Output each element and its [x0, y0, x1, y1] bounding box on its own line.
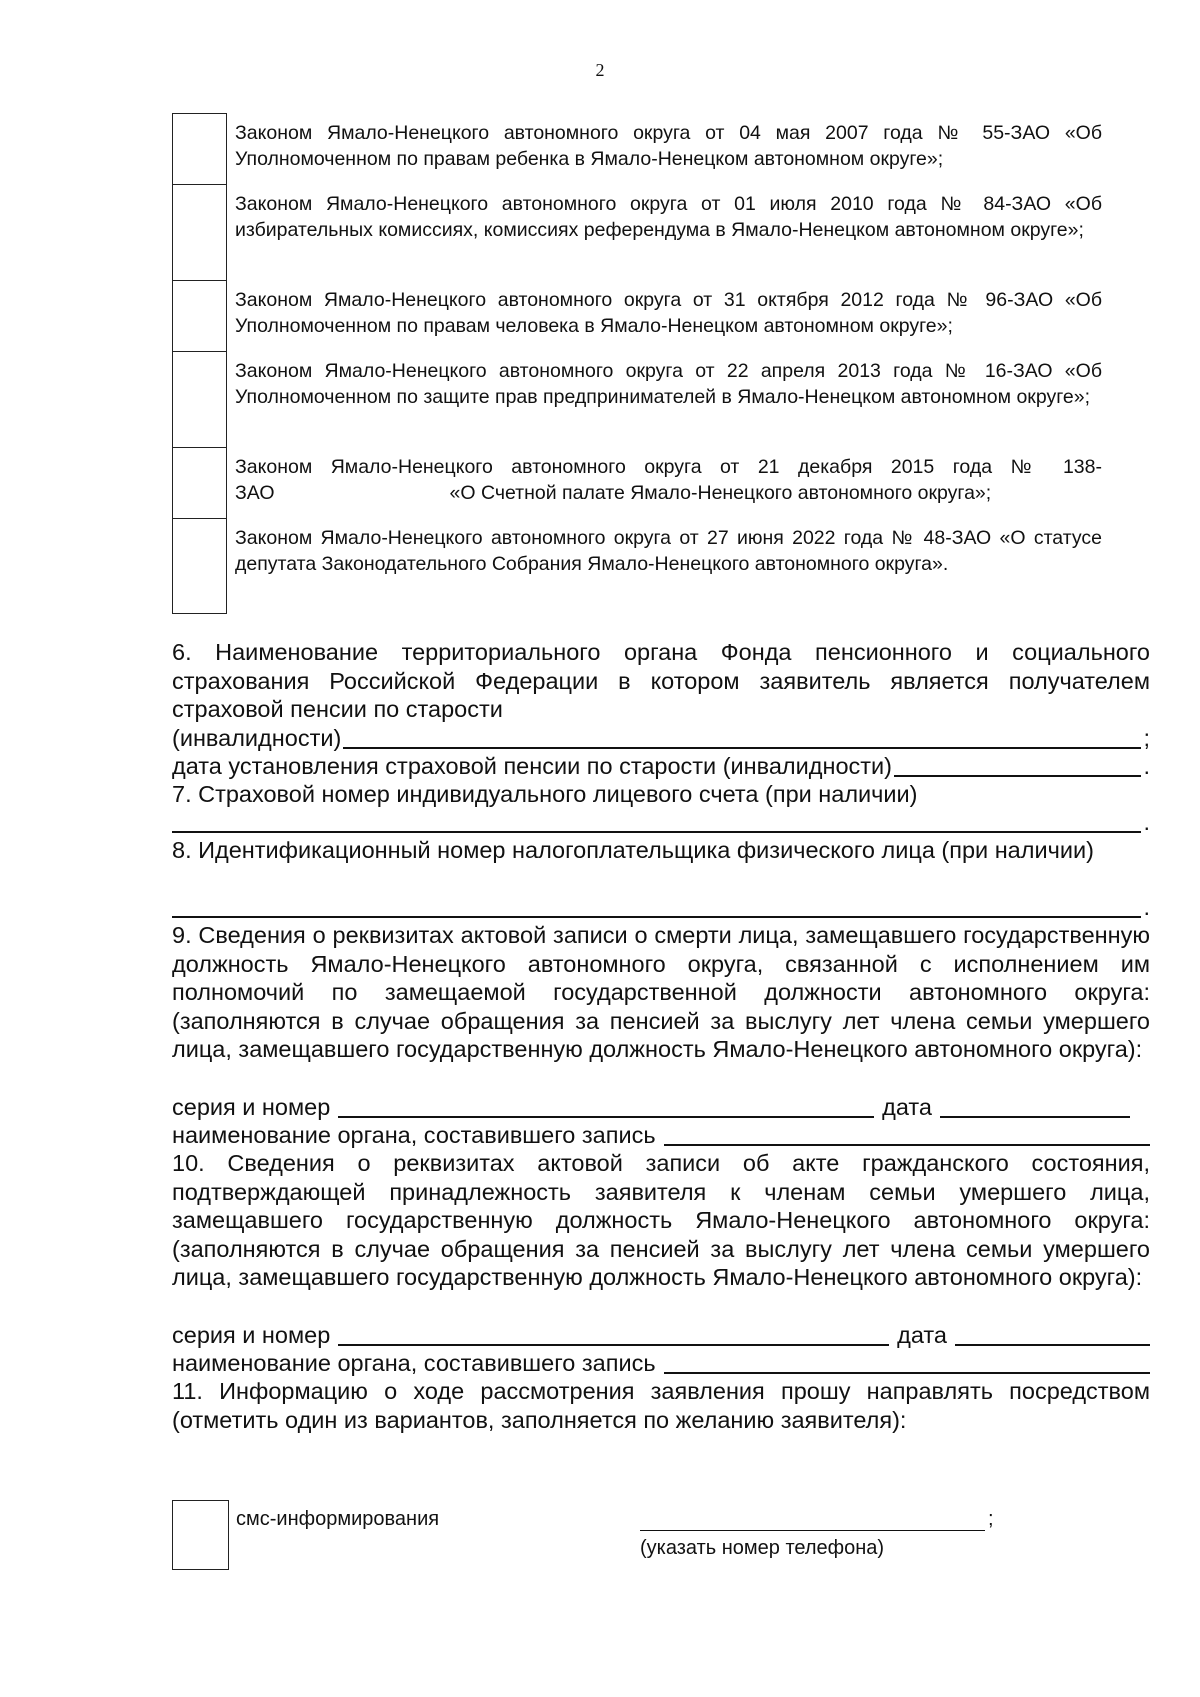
section-6-date-input[interactable]	[894, 755, 1141, 777]
section-7-text: 7. Страховой номер индивидуального лицевого счета (при наличии)	[172, 781, 918, 807]
section-11-text: 11. Информацию о ходе рассмотрения заявления прошу направлять посредством (отметить один из вариантов, заполняется по желанию заявителя):	[172, 1378, 1150, 1433]
section-10-date-input[interactable]	[955, 1324, 1150, 1346]
law-option-6	[172, 518, 1102, 614]
law-option-3	[172, 280, 1102, 351]
law-text-5-line2b: «О Счетной палате Ямало-Ненецкого автономного округа»;	[449, 482, 992, 504]
law-checkbox-6[interactable]	[172, 518, 227, 614]
law-text-4: Законом Ямало-Ненецкого автономного округа от 22 апреля 2013 года № 16-ЗАО «Об Уполномоченном по защите прав предпринимателей в Ямало-Ненецком автономном округе»;	[235, 360, 1102, 408]
section-7-input[interactable]	[172, 811, 1141, 833]
law-option-1	[172, 113, 1102, 184]
law-option-5	[172, 447, 1102, 518]
section-10-organ-label: наименование органа, составившего запись	[172, 1350, 656, 1376]
phone-number-input[interactable]	[640, 1508, 985, 1531]
section-9-organ-label: наименование органа, составившего запись	[172, 1122, 656, 1148]
section-6-date-line	[172, 752, 1150, 781]
section-8-input[interactable]	[172, 896, 1141, 918]
page-number: 2	[595, 60, 605, 80]
section-10-series-line	[172, 1321, 1150, 1350]
sms-suffix: ;	[988, 1508, 994, 1530]
law-text-5-line2a: ЗАО	[235, 482, 275, 504]
law-checkbox-3[interactable]	[172, 280, 227, 351]
section-10-text: 10. Сведения о реквизитах актовой записи об акте гражданского состояния, подтверждающей принадлежность заявителя к членам семьи умершего лица, замещавшего государственную должность Ямало-Ненецкого автономного округа: (заполняются в случае обращения за пенсией за выслугу лет члена семьи умершего лица, замещавшего государственную должность Ямало-Ненецкого автономного округа):	[172, 1150, 1150, 1290]
section-9-series-line	[172, 1093, 1132, 1122]
section-6-line-prefix: (инвалидности)	[172, 725, 342, 751]
sms-checkbox[interactable]	[172, 1500, 229, 1570]
section-6-date-label: дата установления страховой пенсии по старости (инвалидности)	[172, 753, 892, 779]
law-text-5-line1: Законом Ямало-Ненецкого автономного округа от 21 декабря 2015 года № 138-	[235, 456, 1102, 478]
section-6-line-suffix: ;	[1143, 725, 1150, 751]
section-10-date-label: дата	[897, 1322, 947, 1348]
law-text-1: Законом Ямало-Ненецкого автономного округа от 04 мая 2007 года № 55-ЗАО «Об Уполномоченном по правам ребенка в Ямало-Ненецком автономном округе»;	[235, 122, 1102, 170]
section-9-series-label: серия и номер	[172, 1094, 331, 1120]
section-8-line	[172, 893, 1150, 922]
section-9-series-input[interactable]	[338, 1096, 874, 1118]
section-9-date-label: дата	[882, 1094, 932, 1120]
section-6-text: 6. Наименование территориального органа Фонда пенсионного и социального страхования Российской Федерации в котором заявитель является получателем страховой пенсии по старости	[172, 639, 1150, 722]
section-9-text: 9. Сведения о реквизитах актовой записи о смерти лица, замещавшего государственную должность Ямало-Ненецкого автономного округа, связанной с исполнением им полномочий по замещаемой государственной должности автономного округа: (заполняются в случае обращения за пенсией за выслугу лет члена семьи умершего лица, замещавшего государственную должность Ямало-Ненецкого автономного округа):	[172, 922, 1150, 1062]
phone-number-hint: (указать номер телефона)	[640, 1537, 885, 1559]
sms-label: смс-информирования	[236, 1508, 440, 1530]
law-checkbox-4[interactable]	[172, 351, 227, 447]
section-10-organ-input[interactable]	[664, 1352, 1150, 1374]
section-6-organ-line	[172, 724, 1150, 753]
section-9-organ-input[interactable]	[664, 1124, 1150, 1146]
law-option-4	[172, 351, 1102, 447]
section-9-organ-line	[172, 1121, 1150, 1150]
law-checkbox-table	[172, 113, 1102, 614]
section-8-suffix: .	[1143, 894, 1150, 920]
section-6-organ-input[interactable]	[343, 727, 1141, 749]
section-6-date-suffix: .	[1143, 753, 1150, 779]
law-option-2	[172, 184, 1102, 280]
section-7-suffix: .	[1143, 809, 1150, 835]
section-10-series-input[interactable]	[338, 1324, 889, 1346]
law-text-3: Законом Ямало-Ненецкого автономного округа от 31 октября 2012 года № 96-ЗАО «Об Уполномоченном по правам человека в Ямало-Ненецком автономном округе»;	[235, 289, 1102, 337]
section-10-series-label: серия и номер	[172, 1322, 331, 1348]
law-checkbox-2[interactable]	[172, 184, 227, 280]
law-checkbox-5[interactable]	[172, 447, 227, 518]
section-10-organ-line	[172, 1349, 1150, 1378]
section-9-date-input[interactable]	[940, 1096, 1130, 1118]
law-text-2: Законом Ямало-Ненецкого автономного округа от 01 июля 2010 года № 84-ЗАО «Об избирательных комиссиях, комиссиях референдума в Ямало-Ненецком автономном округе»;	[235, 193, 1102, 241]
law-text-5	[227, 447, 1102, 518]
law-text-6: Законом Ямало-Ненецкого автономного округа от 27 июня 2022 года № 48-ЗАО «О статусе депутата Законодательного Собрания Ямало-Ненецкого автономного округа».	[235, 527, 1102, 575]
section-8-text: 8. Идентификационный номер налогоплательщика физического лица (при наличии)	[172, 837, 1094, 863]
law-checkbox-1[interactable]	[172, 113, 227, 184]
section-7-line	[172, 808, 1150, 837]
